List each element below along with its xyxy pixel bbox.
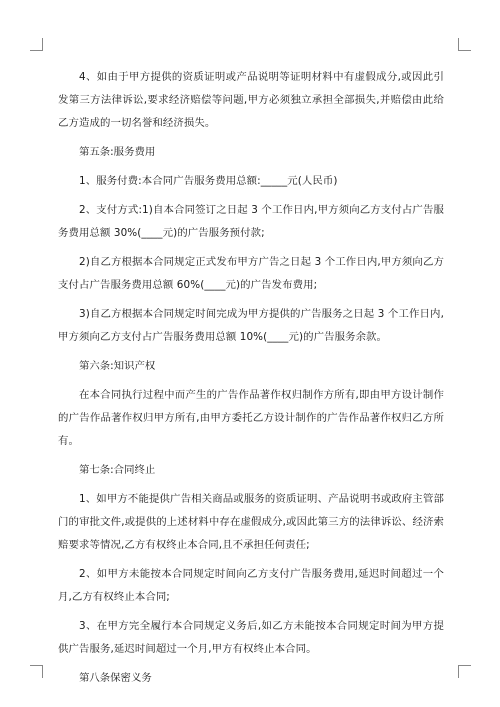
- article-8-heading: 第八条保密义务: [79, 672, 152, 684]
- termination-clause-3-paragraph: 3、在甲方完全履行本合同规定义务后,如乙方未能按本合同规定时间为甲方提供广告服务,延迟时间超过一个月,甲方有权终止本合同。: [58, 620, 444, 655]
- payment-stage-3-paragraph: 3)自乙方根据本合同规定时间完成为甲方提供的广告服务之日起 3 个工作日内,甲方须向乙方支付占广告服务费用总额 10%(____元)的广告服务余款。: [58, 308, 444, 343]
- termination-clause-2-paragraph: 2、如甲方未能按本合同规定时间向乙方支付广告服务费用,延迟时间超过一个月,乙方有权终止本合同;: [58, 568, 444, 603]
- document-body: [58, 66, 444, 696]
- crop-mark-bottom-right: [458, 665, 471, 678]
- service-fee-paragraph: 1、服务付费:本合同广告服务费用总额:_____元(人民币): [79, 175, 338, 187]
- article-6-heading: 第六条:知识产权: [79, 360, 156, 372]
- intellectual-property-paragraph: 在本合同执行过程中而产生的广告作品著作权归制作方所有,即由甲方设计制作的广告作品著作权归甲方所有,由甲方委托乙方设计制作的广告作品著作权归乙方所有。: [58, 389, 444, 447]
- crop-mark-bottom-left: [30, 665, 43, 678]
- payment-stage-2-paragraph: 2)自乙方根据本合同规定正式发布甲方广告之日起 3 个工作日内,甲方须向乙方支付占广告服务费用总额 60%(____元)的广告发布费用;: [58, 256, 444, 291]
- crop-mark-top-left: [30, 38, 43, 51]
- clause-4-paragraph: 4、如由于甲方提供的资质证明或产品说明等证明材料中有虚假成分,或因此引发第三方法律诉讼,要求经济赔偿等问题,甲方必须独立承担全部损失,并赔偿由此给乙方造成的一切名誉和经济损失。: [58, 71, 444, 129]
- article-5-heading: 第五条:服务费用: [79, 146, 156, 158]
- article-7-heading: 第七条:合同终止: [79, 464, 156, 476]
- termination-clause-1-paragraph: 1、如甲方不能提供广告相关商品或服务的资质证明、产品说明书或政府主管部门的审批文件,或提供的上述材料中存在虚假成分,或因此第三方的法律诉讼、经济索赔要求等情况,乙方有权终止本合同,且不承担任何责任;: [58, 493, 444, 551]
- crop-mark-top-right: [458, 38, 471, 51]
- payment-method-paragraph: 2、支付方式:1)自本合同签订之日起 3 个工作日内,甲方须向乙方支付占广告服务费用总额 30%(____元)的广告服务预付款;: [58, 204, 444, 239]
